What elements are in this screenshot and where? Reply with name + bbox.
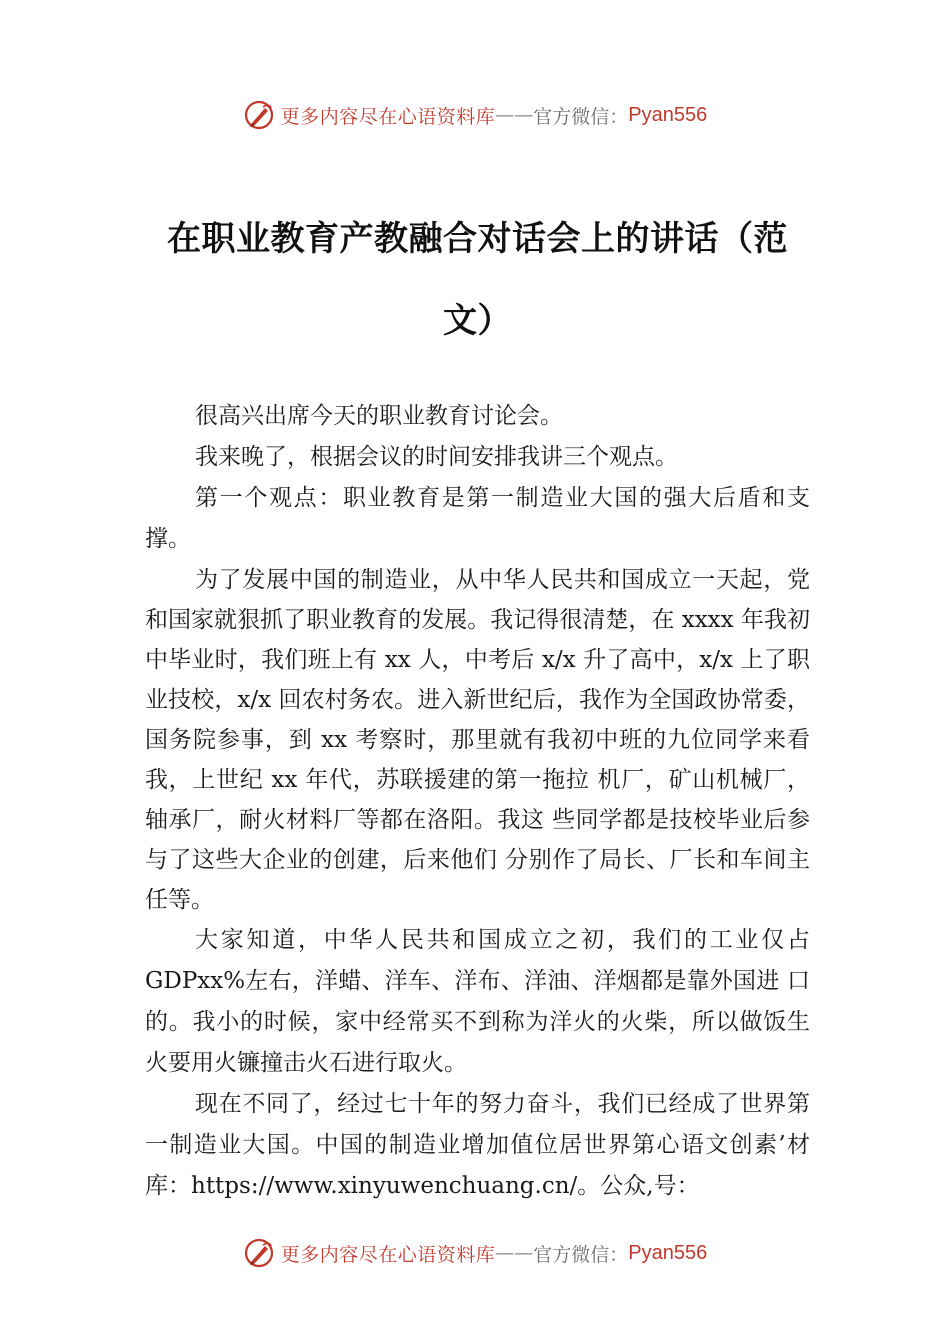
banner-wechat-label: 官方微信：	[533, 105, 629, 128]
banner-separator: ——	[495, 104, 534, 126]
banner-promo-text: 更多内容尽在心语资料库	[280, 105, 496, 128]
quill-pen-logo-icon	[243, 1237, 275, 1269]
document-body	[145, 396, 810, 1207]
banner-separator: ——	[495, 1242, 534, 1264]
header-banner	[0, 95, 950, 135]
paragraph: 我来晚了，根据会议的时间安排我讲三个观点。	[195, 444, 678, 470]
paragraph: 为了发展中国的制造业，从中华人民共和国成立一天起，党和国家就狠抓了职业教育的发展。我记得很清楚，在 xxxx 年我初中毕业时，我们班上有 xx 人，中考后 x/x 升了高中，x/x 上了职业技校，x/x 回农村务农。进入新世纪后，我作为全国政协常委，国务院参事，到 xx 考察时，那里就有我初中班的九位同学来看我，上世纪 xx 年代，苏联援建的第一拖拉 机厂，矿山机械厂，轴承厂，耐火材料厂等都在洛阳。我这 些同学都是技校毕业后参与了这些大企业的创建，后来他们 分别作了局长、厂长和车间主任等。	[145, 567, 810, 913]
banner-wechat-label: 官方微信：	[533, 1243, 629, 1266]
banner-promo-text: 更多内容尽在心语资料库	[280, 1243, 496, 1266]
quill-pen-logo-icon	[243, 99, 275, 131]
paragraph: 大家知道，中华人民共和国成立之初，我们的工业仅占 GDPxx%左右，洋蜡、洋车、洋布、洋油、洋烟都是靠外国进 口的。我小的时候，家中经常买不到称为洋火的火柴，所以做饭生火要用火镰撞击火石进行取火。	[145, 927, 810, 1076]
banner-wechat-id: Pyan556	[628, 103, 708, 126]
document-title: 在职业教育产教融合对话会上的讲话（范文）	[167, 219, 788, 341]
paragraph: 现在不同了，经过七十年的努力奋斗，我们已经成了世界第一制造业大国。中国的制造业增加值位居世界第心语文创素’材库：https://www.xinyuwenchuang.cn/。公众,号：	[145, 1091, 810, 1199]
paragraph: 很高兴出席今天的职业教育讨论会。	[195, 403, 563, 429]
paragraph: 第一个观点：职业教育是第一制造业大国的强大后盾和支撑。	[145, 485, 810, 552]
banner-wechat-id: Pyan556	[628, 1241, 708, 1264]
footer-banner	[0, 1233, 950, 1273]
